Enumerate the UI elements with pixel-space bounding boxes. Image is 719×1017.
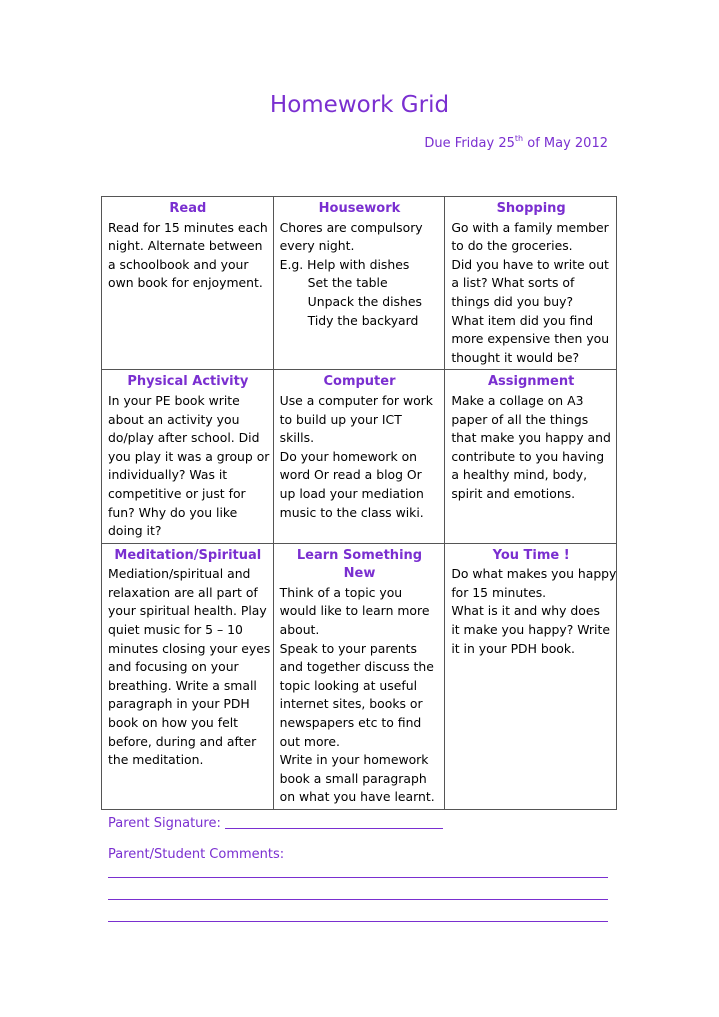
cell-text-line: you play it was a group or — [108, 448, 270, 464]
grid-cell — [102, 197, 274, 370]
due-date-prefix: Due Friday 25 — [424, 136, 515, 151]
cell-text-line: Chores are compulsory — [279, 219, 423, 235]
cell-text-line: do/play after school. Did — [108, 430, 260, 446]
cell-text-line: paper of all the things — [451, 411, 589, 427]
cell-text-line: Make a collage on A3 — [451, 392, 584, 408]
cell-task-item: Tidy the backyard — [307, 312, 419, 328]
cell-heading: Meditation/Spiritual — [114, 547, 262, 563]
cell-text-line: a healthy mind, body, — [451, 467, 588, 483]
cell-heading: You Time ! — [492, 547, 570, 563]
parent-signature-line[interactable] — [225, 814, 443, 829]
cell-text-line: breathing. Write a small — [108, 677, 257, 693]
cell-text-line: doing it? — [108, 523, 162, 539]
grid-row — [102, 197, 617, 370]
grid-cell — [102, 543, 274, 809]
cell-text-line: it make you happy? Write — [451, 622, 610, 638]
grid-cell — [273, 370, 445, 543]
cell-text-line: the meditation. — [108, 752, 204, 768]
cell-text-line: minutes closing your eyes — [108, 640, 271, 656]
cell-text-line: Think of a topic you — [279, 584, 403, 600]
cell-text-line: Go with a family member — [451, 219, 609, 235]
grid-row — [102, 543, 617, 809]
cell-text-line: more expensive then you — [451, 331, 610, 347]
cell-text-line: Mediation/spiritual and — [108, 566, 251, 582]
cell-text-line: and together discuss the — [279, 659, 434, 675]
due-date-rest: of May 2012 — [523, 136, 608, 151]
cell-text-line: topic looking at useful — [279, 677, 418, 693]
cell-text-line: that make you happy and — [451, 430, 611, 446]
cell-text-line: thought it would be? — [451, 349, 580, 365]
comments-label: Parent/Student Comments: — [108, 847, 285, 862]
cell-text-line: What item did you find — [451, 312, 594, 328]
cell-text-line: Did you have to write out — [451, 256, 609, 272]
cell-text-line: In your PE book write — [108, 392, 240, 408]
grid-cell — [445, 197, 617, 370]
cell-text-line: a schoolbook and your — [108, 256, 249, 272]
page-title: Homework Grid — [269, 92, 450, 118]
cell-text-line: about an activity you — [108, 411, 240, 427]
cell-heading: Computer — [323, 374, 396, 390]
cell-text-line: for 15 minutes. — [451, 584, 547, 600]
due-date-suffix-ordinal: th — [514, 134, 524, 143]
cell-text-line: Write in your homework — [279, 752, 429, 768]
grid-cell — [445, 543, 617, 809]
grid-cell — [445, 370, 617, 543]
cell-task-item: Set the table — [307, 275, 388, 291]
cell-text-line: own book for enjoyment. — [108, 275, 263, 291]
cell-heading: Assignment — [487, 374, 575, 390]
cell-text-line: Use a computer for work — [279, 392, 433, 408]
cell-text-line: spirit and emotions. — [451, 485, 576, 501]
cell-heading: Learn Something New — [296, 547, 423, 582]
cell-heading: Housework — [318, 201, 401, 216]
cell-heading: Read — [169, 201, 207, 216]
cell-text-line: paragraph in your PDH — [108, 696, 250, 712]
cell-text-line: a list? What sorts of — [451, 275, 575, 291]
cell-text-line: newspapers etc to find — [279, 715, 422, 731]
cell-text-line: internet sites, books or — [279, 696, 423, 712]
cell-text-line: contribute to you having — [451, 448, 605, 464]
cell-text-line: on what you have learnt. — [279, 789, 435, 805]
cell-text-line: about. — [279, 622, 320, 638]
cell-text-line: it in your PDH book. — [451, 640, 575, 656]
grid-cell — [273, 543, 445, 809]
cell-text-line: music to the class wiki. — [279, 504, 424, 520]
cell-text-line: to build up your ICT — [279, 411, 402, 427]
cell-heading: Physical Activity — [127, 374, 249, 390]
cell-heading: Shopping — [496, 201, 566, 216]
cell-text-line: E.g. Help with dishes — [279, 256, 410, 272]
parent-signature — [108, 814, 443, 831]
cell-text-line: things did you buy? — [451, 293, 574, 309]
parent-signature-label: Parent Signature: — [108, 816, 221, 831]
due-date — [424, 136, 608, 151]
cell-text-line: would like to learn more — [279, 603, 430, 619]
cell-task-item: Unpack the dishes — [307, 293, 422, 309]
cell-text-line: Read for 15 minutes each — [108, 219, 268, 235]
cell-text-line: up load your mediation — [279, 485, 424, 501]
cell-text-line: quiet music for 5 – 10 — [108, 622, 243, 638]
cell-text-line: out more. — [279, 733, 340, 749]
cell-text-line: book a small paragraph — [279, 770, 427, 786]
cell-text-line: What is it and why does — [451, 603, 600, 619]
cell-text-line: before, during and after — [108, 733, 257, 749]
grid-row — [102, 370, 617, 543]
cell-text-line: to do the groceries. — [451, 238, 573, 254]
cell-text-line: night. Alternate between — [108, 238, 263, 254]
cell-text-line: competitive or just for — [108, 485, 246, 501]
cell-text-line: Speak to your parents — [279, 640, 417, 656]
homework-grid — [101, 196, 617, 810]
comment-line[interactable] — [108, 921, 608, 922]
grid-cell — [102, 370, 274, 543]
cell-text-line: relaxation are all part of — [108, 584, 258, 600]
cell-text-line: individually? Was it — [108, 467, 228, 483]
cell-text-line: word Or read a blog Or — [279, 467, 422, 483]
cell-text-line: book on how you felt — [108, 715, 239, 731]
cell-text-line: fun? Why do you like — [108, 504, 238, 520]
cell-text-line: skills. — [279, 430, 315, 446]
grid-cell — [273, 197, 445, 370]
comment-line[interactable] — [108, 877, 608, 878]
comment-line[interactable] — [108, 899, 608, 900]
cell-text-line: Do your homework on — [279, 448, 417, 464]
cell-text-line: Do what makes you happy — [451, 566, 617, 582]
cell-text-line: and focusing on your — [108, 659, 239, 675]
cell-text-line: every night. — [279, 238, 355, 254]
cell-text-line: your spiritual health. Play — [108, 603, 267, 619]
